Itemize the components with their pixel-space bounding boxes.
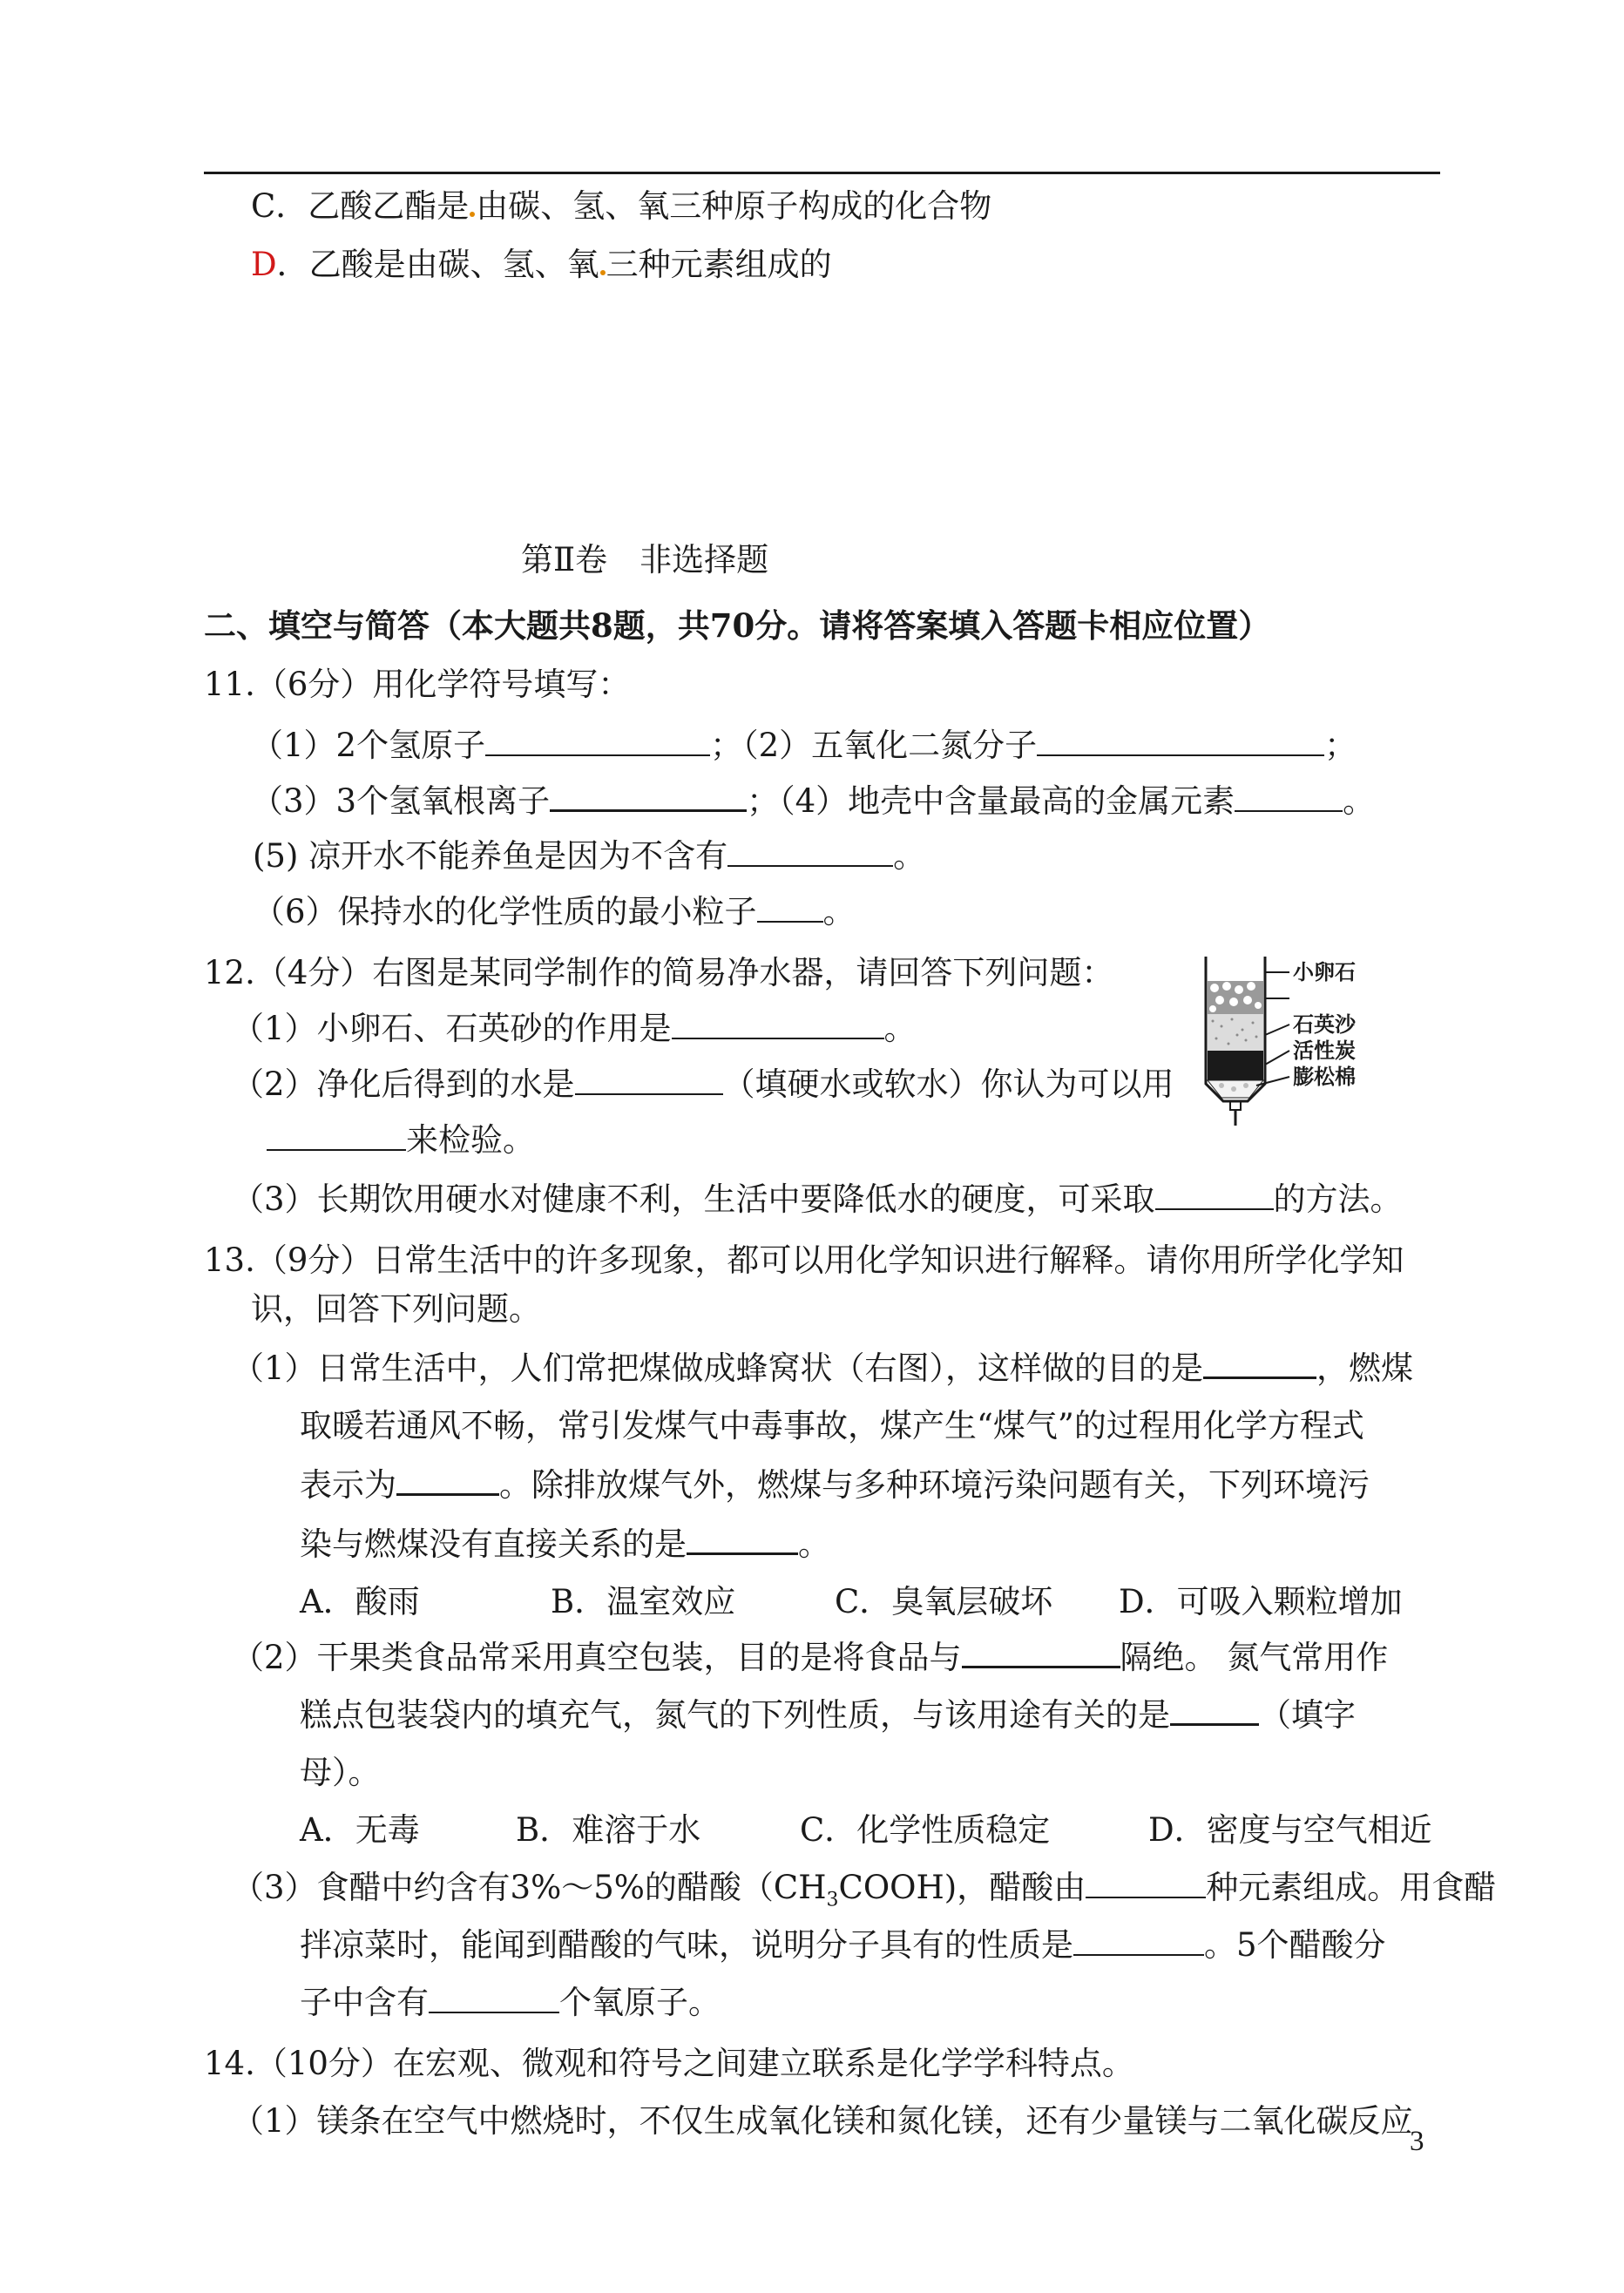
label-activated-carbon: 活性炭 [1293,1038,1356,1063]
q13-p1-choice-b: B．温室效应 [551,1583,736,1620]
answer-blank[interactable] [575,1065,723,1095]
q11-line2: （3）3个氢氧根离子 ；（4）地壳中含量最高的金属元素 。 [251,782,1376,820]
q13-p2-line3: 母）。 [300,1754,381,1791]
label-pebbles: 小卵石 [1293,959,1356,984]
q13-p1-line1: （1）日常生活中，人们常把煤做成蜂窝状（右图），这样做的目的是 ，燃煤 [232,1349,1414,1387]
q13-p3-line3: 子中含有 个氧原子。 [300,1984,721,2021]
answer-blank[interactable] [267,1121,406,1151]
q13-p1-choice-c: C．臭氧层破坏 [835,1583,1053,1620]
q13-p1-line2: 取暖若通风不畅，常引发煤气中毒事故，煤产生“煤气”的过程用化学方程式 [300,1407,1364,1444]
answer-blank[interactable] [1073,1926,1204,1956]
q13-stem-2: 识，回答下列问题。 [251,1290,541,1328]
q11-line3: (5) 凉开水不能养鱼是因为不含有 。 [253,837,926,875]
section-title: 第Ⅱ卷 非选择题 [521,541,769,578]
answer-blank[interactable] [1086,1869,1206,1898]
answer-blank[interactable] [962,1638,1120,1668]
answer-blank[interactable] [550,781,747,812]
answer-blank[interactable] [1155,1180,1274,1210]
q13-stem-1: 13.（9分）日常生活中的许多现象，都可以用化学知识进行解释。请你用所学化学知 [204,1241,1404,1279]
q12-line1: （1）小卵石、石英砂的作用是 。 [232,1010,917,1047]
q13-p1-choice-a: A．酸雨 [300,1583,420,1620]
q14-line1: （1）镁条在空气中燃烧时，不仅生成氧化镁和氮化镁，还有少量镁与二氧化碳反应 [232,2102,1413,2140]
q13-p2-line1: （2）干果类食品常采用真空包装，目的是将食品与 隔绝。 氮气常用作 [232,1639,1389,1676]
q13-p2-line2: 糕点包装袋内的填充气，氮气的下列性质，与该用途有关的是 （填字 [300,1696,1356,1734]
q13-p2-choice-a: A．无毒 [300,1811,420,1849]
q13-p2-choice-d: D．密度与空气相近 [1148,1811,1432,1849]
option-letter: D [251,246,277,283]
answer-blank[interactable] [1170,1695,1259,1726]
answer-blank[interactable] [1037,727,1324,756]
q12-stem: 12.（4分）右图是某同学制作的简易净水器，请回答下列问题： [204,954,1114,991]
answer-blank[interactable] [687,1525,798,1555]
q13-p1-line4: 染与燃煤没有直接关系的是 。 [300,1525,830,1563]
q12-line3: 来检验。 [267,1120,535,1160]
answer-blank[interactable] [1235,782,1343,812]
option-d: D．乙酸是由碳、氢、氧 三种元素组成的 [251,246,832,283]
label-quartz-sand: 石英沙 [1293,1011,1356,1037]
answer-blank[interactable] [672,1010,884,1039]
q11-stem: 11.（6分）用化学符号填写： [204,666,631,703]
answer-blank[interactable] [485,727,710,756]
option-letter: C [251,187,276,225]
q13-p2-choice-b: B．难溶于水 [516,1811,701,1849]
q13-p3-line1: （3）食醋中约含有3%～5%的醋酸$(CH_3COOH)$，醋酸由 种元素组成。用食醋 [232,1869,1497,1911]
mark-dot [470,212,475,217]
q13-p2-choice-c: C．化学性质稳定 [800,1811,1051,1849]
page-number: 3 [1410,2126,1424,2157]
q12-line2: （2）净化后得到的水是 （填硬水或软水）你认为可以用 [232,1065,1174,1103]
option-c: C．乙酸乙酯是 由碳、氢、氧三种原子构成的化合物 [251,187,992,225]
mark-dot [600,270,606,275]
answer-blank[interactable] [396,1465,499,1496]
header-rule [204,172,1440,174]
q13-p1-line3: 表示为 。除排放煤气外，燃煤与多种环境污染问题有关，下列环境污 [300,1466,1370,1504]
answer-blank[interactable] [1203,1349,1316,1379]
q13-p1-choice-d: D．可吸入颗粒增加 [1119,1583,1403,1620]
q13-p3-line2: 拌凉菜时，能闻到醋酸的气味，说明分子具有的性质是 。5个醋酸分 [300,1926,1386,1964]
section-heading: 二、填空与简答（本大题共8题，共70分。请将答案填入答题卡相应位置） [204,606,1271,645]
q11-line1: （1）2个氢原子 ；（2）五氧化二氮分子 ； [251,727,1357,764]
q11-line4: （6）保持水的化学性质的最小粒子 。 [253,893,856,930]
water-filter-figure [1195,955,1413,1129]
q12-line4: （3）长期饮用硬水对健康不利，生活中要降低水的硬度，可采取 的方法。 [232,1180,1403,1218]
label-cotton: 膨松棉 [1293,1064,1356,1089]
answer-blank[interactable] [757,893,823,923]
q14-stem: 14.（10分）在宏观、微观和符号之间建立联系是化学学科特点。 [204,2045,1134,2082]
answer-blank[interactable] [727,837,893,867]
answer-blank[interactable] [429,1984,559,2013]
